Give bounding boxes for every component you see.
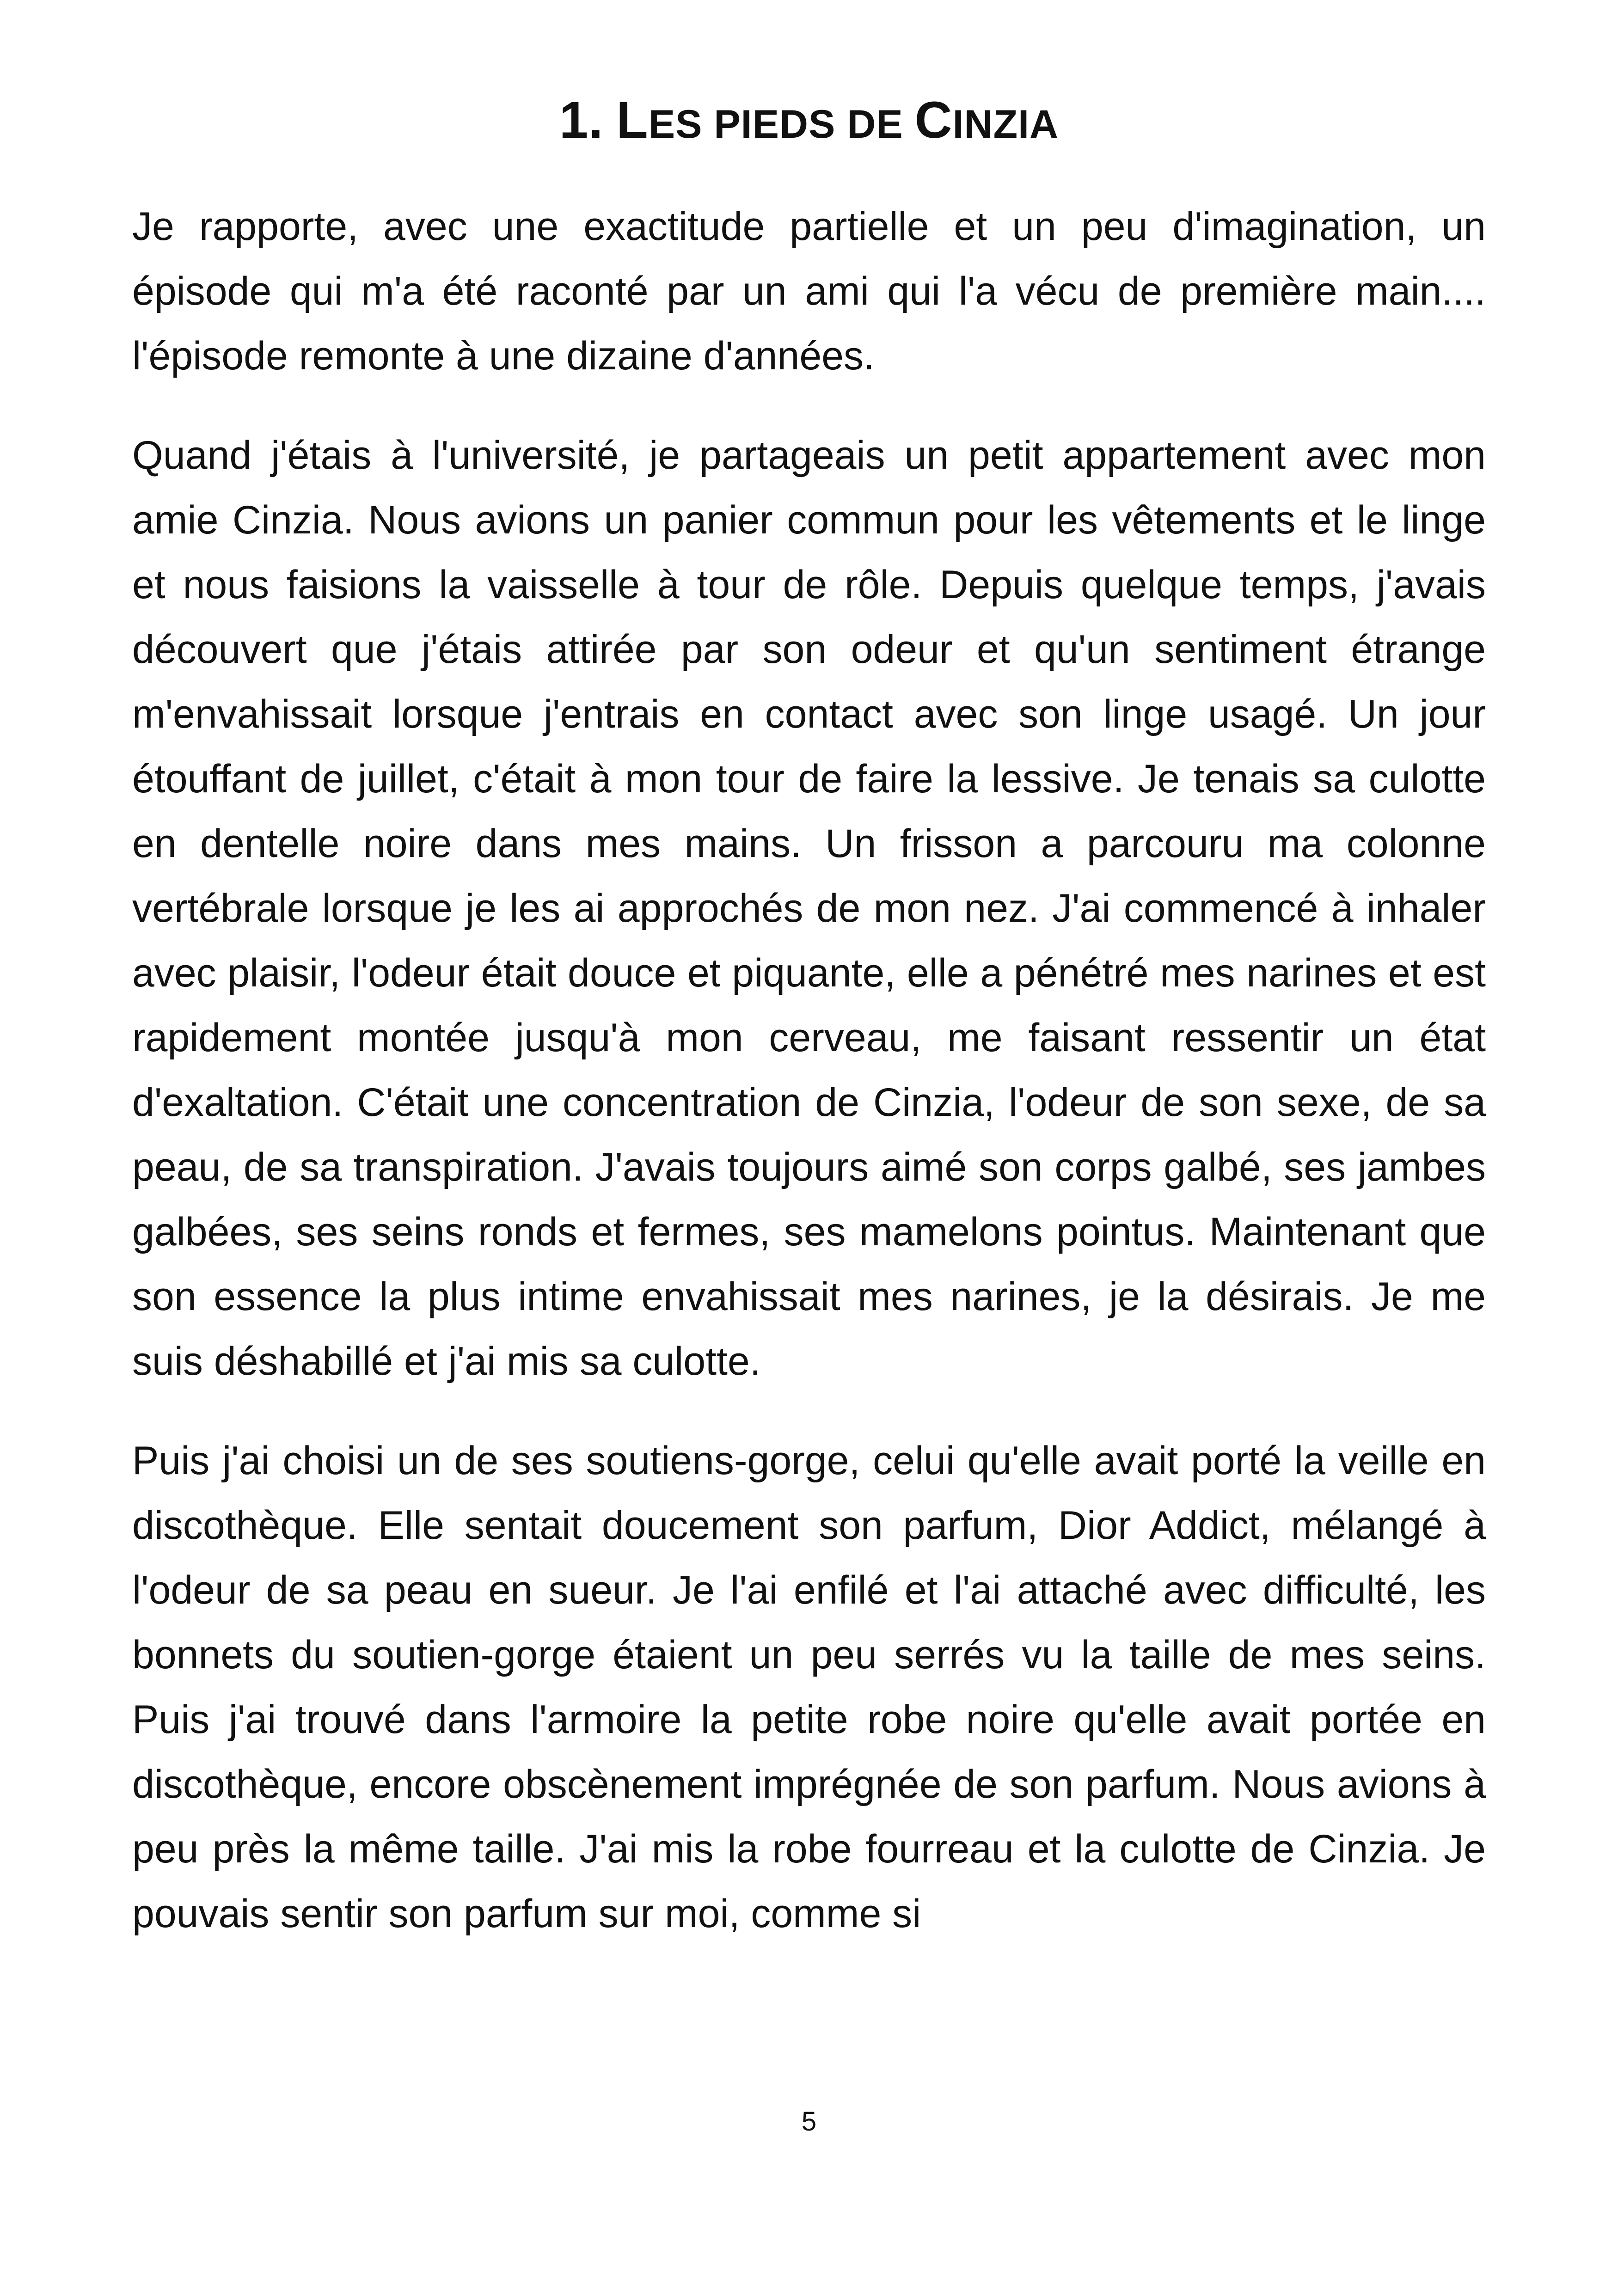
title-smallcaps: INZIA (952, 102, 1059, 147)
title-smallcaps: ES PIEDS DE (648, 102, 915, 147)
body-text (132, 194, 1486, 1946)
paragraph: Puis j'ai choisi un de ses soutiens-gorge, celui qu'elle avait porté la veille en discothèque. Elle sentait doucement son parfum, Dior Addict, mélangé à l'odeur de sa peau en sueur. Je l'ai enfilé et l'ai attaché avec difficulté, les bonnets du soutien-gorge étaient un peu serrés vu la taille de mes seins. Puis j'ai trouvé dans l'armoire la petite robe noire qu'elle avait portée en discothèque, encore obscènement imprégnée de son parfum. Nous avions à peu près la même taille. J'ai mis la robe fourreau et la culotte de Cinzia. Je pouvais sentir son parfum sur moi, comme si (132, 1439, 1486, 1936)
title-initial: C (914, 91, 953, 149)
chapter-title (0, 88, 1618, 157)
paragraph: Quand j'étais à l'université, je partageais un petit appartement avec mon amie Cinzia. Nous avions un panier commun pour les vêtements et le linge et nous faisions la vaisselle à tour de rôle. Depuis quelque temps, j'avais découvert que j'étais attirée par son odeur et qu'un sentiment étrange m'envahissait lorsque j'entrais en contact avec son linge usagé. Un jour étouffant de juillet, c'était à mon tour de faire la lessive. Je tenais sa culotte en dentelle noire dans mes mains. Un frisson a parcouru ma colonne vertébrale lorsque je les ai approchés de mon nez. J'ai commencé à inhaler avec plaisir, l'odeur était douce et piquante, elle a pénétré mes narines et est rapidement montée jusqu'à mon cerveau, me faisant ressentir un état d'exaltation. C'était une concentration de Cinzia, l'odeur de son sexe, de sa peau, de sa transpiration. J'avais toujours aimé son corps galbé, ses jambes galbées, ses seins ronds et fermes, ses mamelons pointus. Maintenant que son essence la plus intime envahissait mes narines, je la désirais. Je me suis déshabillé et j'ai mis sa culotte. (132, 433, 1486, 1384)
page-number: 5 (801, 2106, 817, 2137)
chapter-number: 1. (559, 91, 604, 149)
paragraph: Je rapporte, avec une exactitude partielle et un peu d'imagination, un épisode qui m'a été raconté par un ami qui l'a vécu de première main.... l'épisode remonte à une dizaine d'années. (132, 204, 1486, 378)
title-initial: L (616, 91, 649, 149)
